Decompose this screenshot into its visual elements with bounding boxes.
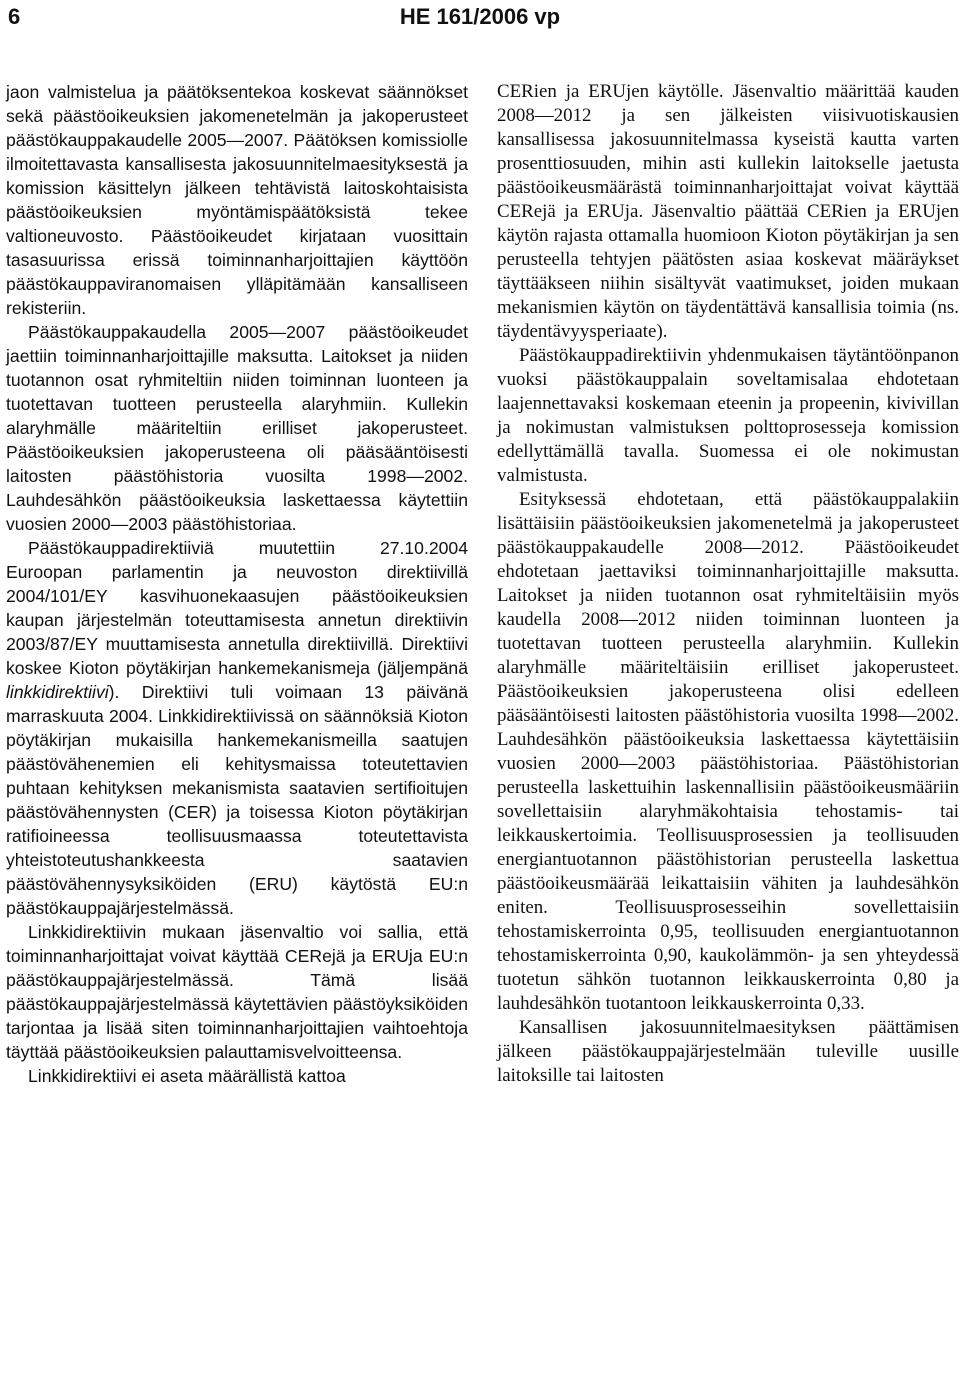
left-paragraph-3: [6, 536, 468, 920]
left-column: [6, 80, 468, 1088]
document-id: HE 161/2006 vp: [399, 4, 561, 29]
right-column: [497, 80, 959, 1088]
left-paragraph-4: Linkkidirektiivin mukaan jäsenvaltio voi sallia, että toiminnanharjoittajat voivat käyttää CERejä ja ERUja EU:n päästökauppajärjestelmässä. Tämä lisää päästökauppajärjestelmässä käytettävien päästöyksiköiden tarjontaa ja lisää siten toiminnanharjoittajien vaihtoehtoja täyttää päästöoikeuksien palauttamisvelvoitteensa.: [6, 922, 468, 1062]
term-linkkidirektiivi: linkkidirektiivi: [6, 682, 109, 702]
left-paragraph-5: Linkkidirektiivi ei aseta määrällistä kattoa: [28, 1066, 346, 1086]
right-paragraph-4: Kansallisen jakosuunnitelmaesityksen päättämisen jälkeen päästökauppajärjestelmään tuleville uusille laitoksille tai laitosten: [497, 1017, 959, 1086]
page-header: [0, 0, 960, 40]
left-paragraph-3-start: Päästökauppadirektiiviä muutettiin 27.10.2004 Euroopan parlamentin ja neuvoston direktiivillä 2004/101/EY kasvihuonekaasujen päästöoikeuksien kaupan järjestelmän toteuttamisesta annetun direktiivin 2003/87/EY muuttamisesta annetulla direktiivillä. Direktiivi koskee Kioton pöytäkirjan hankemekanismeja (jäljempänä: [6, 538, 468, 678]
page-number: 6: [8, 4, 21, 29]
left-paragraph-1: jaon valmistelua ja päätöksentekoa koskevat säännökset sekä päästöoikeuksien jakomenetelmän ja jakoperusteet päästökauppakaudelle 2005—2007. Päätöksen komissiolle ilmoitettavasta kansallisesta jakosuunnitelmaesityksestä ja komission käsittelyn jälkeen tehtävistä laitoskohtaisista päästöoikeuksien myöntämispäätöksistä tekee valtioneuvosto. Päästöoikeudet kirjataan vuosittain tasasuurissa erissä toiminnanharjoittajien käyttöön päästökauppaviranomaisen ylläpitämään kansalliseen rekisteriin.: [6, 82, 468, 318]
left-paragraph-3-end: ). Direktiivi tuli voimaan 13 päivänä marraskuuta 2004. Linkkidirektiivissä on säännöksiä Kioton pöytäkirjan mukaisilla hankemekanismeilla saatujen päästövähenemien eli kehitysmaissa toteutettavien puhtaan kehityksen mekanismista saatavien sertifioitujen päästövähennysten (CER) ja toisessa Kioton pöytäkirjan ratifioineessa teollisuusmaassa toteutettavista yhteistoteutushankkeesta saatavien päästövähennysyksiköiden (ERU) käytöstä EU:n päästökauppajärjestelmässä.: [6, 682, 468, 918]
right-paragraph-1: CERien ja ERUjen käytölle. Jäsenvaltio määrittää kauden 2008—2012 ja sen jälkeisten viisivuotiskausien kansallisessa jakosuunnitelmassa kyseistä kautta varten prosenttiosuuden, mihin asti kullekin laitokselle jaetusta päästöoikeusmäärästä toiminnanharjoittajat voivat käyttää CERejä ja ERUja. Jäsenvaltio päättää CERien ja ERUjen käytön rajasta ottamalla huomioon Kioton pöytäkirjan ja sen perusteella tehtyjen päätösten asiaa koskevat määräykset täyttääkseen niihin sisältyvät vaatimukset, joiden mukaan mekanismien käytön on täydentättävä kansallisia toimia (ns. täydentävyysperiaate).: [497, 81, 959, 342]
right-paragraph-3: Esityksessä ehdotetaan, että päästökauppalakiin lisättäisiin päästöoikeuksien jakomenetelmä ja jakoperusteet päästökauppakaudelle 2008—2012. Päästöoikeudet ehdotetaan jaettaviksi toiminnanharjoittajille maksutta. Laitokset ja niiden tuotannon osat ryhmiteltäisiin myös kaudella 2008—2012 niiden toiminnan luonteen ja tuotettavan tuotteen perusteella alaryhmiin. Kullekin alaryhmälle määriteltäisiin erilliset jakoperusteet. Päästöoikeuksien jakoperusteena olisi edelleen pääsääntöisesti laitosten päästöhistoria vuosilta 1998—2002. Lauhdesähkön päästöoikeuksia laskettaessa käytettäisiin vuosien 2000—2003 päästöhistoriaa. Päästöhistorian perusteella laskettuihin laskennallisiin päästöoikeusmääriin sovellettaisiin alaryhmäkohtaisia tehostamis- tai leikkauskertoimia. Teollisuusprosessien ja teollisuuden energiantuotannon päästöhistorian perusteella laskettua päästöoikeusmäärää leikattaisiin vähiten ja lauhdesähkön eniten. Teollisuusprosesseihin sovellettaisiin tehostamiskerrointa 0,95, teollisuuden energiantuotannon tehostamiskerrointa 0,90, kaukolämmön- ja sen yhteydessä tuotetun sähkön tuotannon leikkauskerrointa 0,80 ja lauhdesähkön tuotantoon leikkauskerrointa 0,33.: [497, 489, 959, 1014]
left-paragraph-2: Päästökauppakaudella 2005—2007 päästöoikeudet jaettiin toiminnanharjoittajille maksutta. Laitokset ja niiden tuotannon osat ryhmiteltiin niiden toiminnan luonteen ja tuotettavan tuotteen perusteella alaryhmiin. Kullekin alaryhmälle määriteltiin erilliset jakoperusteet. Päästöoikeuksien jakoperusteena oli pääsääntöisesti laitosten päästöhistoria vuosilta 1998—2002. Lauhdesähkön päästöoikeuksia laskettaessa käytettiin vuosien 2000—2003 päästöhistoriaa.: [6, 322, 468, 534]
right-paragraph-2: Päästökauppadirektiivin yhdenmukaisen täytäntöönpanon vuoksi päästökauppalain soveltamisalaa ehdotetaan laajennettavaksi koskemaan eteenin ja propeenin, kivivillan ja nokimustan valmistuksen polttoprosesseja komission edellyttämällä tavalla. Suomessa ei ole nokimustan valmistusta.: [497, 345, 959, 486]
